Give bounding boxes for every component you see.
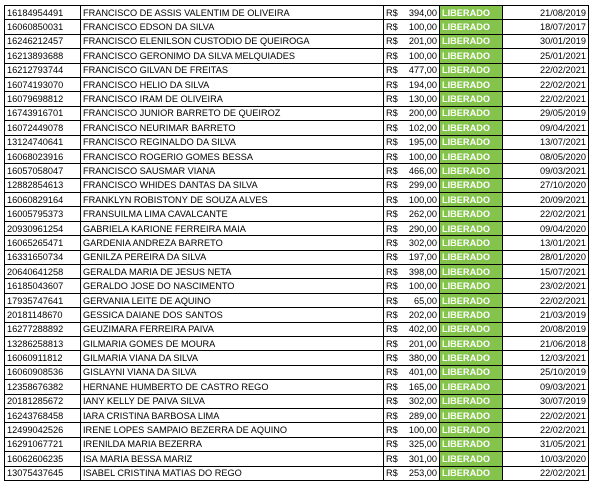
- cell-name: FRANSUILMA LIMA CAVALCANTE: [81, 207, 384, 221]
- cell-date: 21/06/2018: [503, 336, 589, 350]
- cell-name: FRANCISCO SAUSMAR VIANA: [81, 164, 384, 178]
- cell-id: 16060908536: [5, 365, 81, 379]
- status-badge: LIBERADO: [440, 135, 503, 149]
- status-badge: LIBERADO: [440, 20, 503, 34]
- status-badge: LIBERADO: [440, 265, 503, 279]
- cell-currency: R$: [384, 34, 404, 48]
- cell-name: ISABEL CRISTINA MATIAS DO REGO: [81, 466, 384, 480]
- cell-date: 31/05/2021: [503, 437, 589, 451]
- status-badge: LIBERADO: [440, 293, 503, 307]
- table-row: [5, 77, 589, 91]
- table-row: [5, 279, 589, 293]
- cell-date: 13/01/2021: [503, 236, 589, 250]
- cell-currency: R$: [384, 308, 404, 322]
- cell-date: 30/01/2019: [503, 34, 589, 48]
- cell-id: 16079698812: [5, 92, 81, 106]
- cell-date: 22/02/2021: [503, 63, 589, 77]
- cell-name: FRANCISCO ELENILSON CUSTODIO DE QUEIROGA: [81, 34, 384, 48]
- cell-date: 20/09/2021: [503, 193, 589, 207]
- cell-currency: R$: [384, 293, 404, 307]
- cell-date: 22/02/2021: [503, 408, 589, 422]
- cell-date: 12/03/2021: [503, 351, 589, 365]
- status-badge: LIBERADO: [440, 121, 503, 135]
- cell-currency: R$: [384, 135, 404, 149]
- cell-amount: 100,00: [404, 279, 440, 293]
- cell-name: GERALDA MARIA DE JESUS NETA: [81, 265, 384, 279]
- cell-amount: 165,00: [404, 380, 440, 394]
- cell-currency: R$: [384, 221, 404, 235]
- cell-amount: 253,00: [404, 466, 440, 480]
- cell-date: 22/02/2021: [503, 207, 589, 221]
- cell-currency: R$: [384, 437, 404, 451]
- cell-id: 16060829164: [5, 193, 81, 207]
- cell-currency: R$: [384, 121, 404, 135]
- cell-id: 16277288892: [5, 322, 81, 336]
- cell-amount: 466,00: [404, 164, 440, 178]
- status-badge: LIBERADO: [440, 6, 503, 20]
- status-badge: LIBERADO: [440, 207, 503, 221]
- status-badge: LIBERADO: [440, 279, 503, 293]
- cell-currency: R$: [384, 466, 404, 480]
- cell-name: GESSICA DAIANE DOS SANTOS: [81, 308, 384, 322]
- table-row: [5, 408, 589, 422]
- table-row: [5, 20, 589, 34]
- cell-amount: 398,00: [404, 265, 440, 279]
- cell-amount: 130,00: [404, 92, 440, 106]
- cell-amount: 301,00: [404, 452, 440, 466]
- cell-name: GILMARIA VIANA DA SILVA: [81, 351, 384, 365]
- cell-date: 09/04/2021: [503, 121, 589, 135]
- table-row: [5, 221, 589, 235]
- cell-date: 22/02/2021: [503, 293, 589, 307]
- cell-date: 09/03/2021: [503, 164, 589, 178]
- cell-currency: R$: [384, 336, 404, 350]
- cell-name: GISLAYNI VIANA DA SILVA: [81, 365, 384, 379]
- status-badge: LIBERADO: [440, 322, 503, 336]
- cell-currency: R$: [384, 207, 404, 221]
- cell-date: 20/08/2019: [503, 322, 589, 336]
- cell-amount: 299,00: [404, 178, 440, 192]
- cell-date: 25/10/2019: [503, 365, 589, 379]
- cell-date: 27/10/2020: [503, 178, 589, 192]
- cell-date: 21/08/2019: [503, 6, 589, 20]
- cell-amount: 289,00: [404, 408, 440, 422]
- cell-currency: R$: [384, 20, 404, 34]
- status-badge: LIBERADO: [440, 149, 503, 163]
- cell-amount: 402,00: [404, 322, 440, 336]
- cell-id: 16072449078: [5, 121, 81, 135]
- cell-currency: R$: [384, 408, 404, 422]
- document-page: [0, 5, 589, 481]
- cell-amount: 100,00: [404, 20, 440, 34]
- cell-id: 16057058047: [5, 164, 81, 178]
- cell-id: 16005795373: [5, 207, 81, 221]
- cell-currency: R$: [384, 63, 404, 77]
- table-row: [5, 149, 589, 163]
- cell-currency: R$: [384, 106, 404, 120]
- cell-date: 22/02/2021: [503, 92, 589, 106]
- cell-id: 20181285672: [5, 394, 81, 408]
- cell-name: HERNANE HUMBERTO DE CASTRO REGO: [81, 380, 384, 394]
- cell-name: FRANCISCO GILVAN DE FREITAS: [81, 63, 384, 77]
- cell-date: 28/01/2020: [503, 250, 589, 264]
- cell-name: FRANCISCO GERONIMO DA SILVA MELQUIADES: [81, 49, 384, 63]
- table-row: [5, 106, 589, 120]
- cell-date: 29/05/2019: [503, 106, 589, 120]
- cell-currency: R$: [384, 236, 404, 250]
- cell-amount: 201,00: [404, 34, 440, 48]
- cell-date: 08/05/2020: [503, 149, 589, 163]
- status-badge: LIBERADO: [440, 452, 503, 466]
- cell-name: IARA CRISTINA BARBOSA LIMA: [81, 408, 384, 422]
- cell-name: FRANCISCO REGINALDO DA SILVA: [81, 135, 384, 149]
- status-badge: LIBERADO: [440, 221, 503, 235]
- status-badge: LIBERADO: [440, 365, 503, 379]
- cell-name: IRENE LOPES SAMPAIO BEZERRA DE AQUINO: [81, 423, 384, 437]
- cell-id: 16743916701: [5, 106, 81, 120]
- cell-id: 16068023916: [5, 149, 81, 163]
- cell-amount: 100,00: [404, 49, 440, 63]
- cell-currency: R$: [384, 77, 404, 91]
- cell-id: 16246212457: [5, 34, 81, 48]
- cell-amount: 262,00: [404, 207, 440, 221]
- cell-id: 16060850031: [5, 20, 81, 34]
- table-row: [5, 336, 589, 350]
- table-row: [5, 135, 589, 149]
- table-row: [5, 437, 589, 451]
- cell-date: 21/03/2019: [503, 308, 589, 322]
- cell-name: GILMARIA GOMES DE MOURA: [81, 336, 384, 350]
- status-badge: LIBERADO: [440, 164, 503, 178]
- table-row: [5, 121, 589, 135]
- cell-amount: 401,00: [404, 365, 440, 379]
- table-row: [5, 250, 589, 264]
- cell-id: 13124740641: [5, 135, 81, 149]
- cell-id: 16213893688: [5, 49, 81, 63]
- cell-currency: R$: [384, 265, 404, 279]
- table-row: [5, 207, 589, 221]
- status-badge: LIBERADO: [440, 308, 503, 322]
- cell-date: 13/07/2021: [503, 135, 589, 149]
- table-row: [5, 380, 589, 394]
- cell-name: IRENILDA MARIA BEZERRA: [81, 437, 384, 451]
- cell-date: 22/02/2021: [503, 466, 589, 480]
- cell-date: 25/01/2021: [503, 49, 589, 63]
- cell-amount: 325,00: [404, 437, 440, 451]
- cell-amount: 380,00: [404, 351, 440, 365]
- cell-amount: 65,00: [404, 293, 440, 307]
- cell-currency: R$: [384, 394, 404, 408]
- cell-amount: 302,00: [404, 394, 440, 408]
- status-badge: LIBERADO: [440, 351, 503, 365]
- cell-amount: 200,00: [404, 106, 440, 120]
- cell-name: FRANCISCO NEURIMAR BARRETO: [81, 121, 384, 135]
- table-row: [5, 34, 589, 48]
- cell-currency: R$: [384, 250, 404, 264]
- cell-currency: R$: [384, 6, 404, 20]
- status-badge: LIBERADO: [440, 466, 503, 480]
- table-row: [5, 265, 589, 279]
- cell-currency: R$: [384, 452, 404, 466]
- table-row: [5, 394, 589, 408]
- cell-amount: 194,00: [404, 77, 440, 91]
- table-row: [5, 423, 589, 437]
- table-row: [5, 365, 589, 379]
- cell-id: 20640641258: [5, 265, 81, 279]
- cell-name: FRANKLYN ROBISTONY DE SOUZA ALVES: [81, 193, 384, 207]
- cell-amount: 202,00: [404, 308, 440, 322]
- table-row: [5, 466, 589, 480]
- status-badge: LIBERADO: [440, 193, 503, 207]
- cell-amount: 290,00: [404, 221, 440, 235]
- cell-date: 30/07/2019: [503, 394, 589, 408]
- status-badge: LIBERADO: [440, 92, 503, 106]
- cell-name: FRANCISCO JUNIOR BARRETO DE QUEIROZ: [81, 106, 384, 120]
- table-row: [5, 92, 589, 106]
- cell-date: 18/07/2017: [503, 20, 589, 34]
- cell-id: 16062606235: [5, 452, 81, 466]
- cell-amount: 195,00: [404, 135, 440, 149]
- cell-amount: 394,00: [404, 6, 440, 20]
- cell-name: FRANCISCO EDSON DA SILVA: [81, 20, 384, 34]
- cell-name: ISA MARIA BESSA MARIZ: [81, 452, 384, 466]
- cell-name: GARDENIA ANDREZA BARRETO: [81, 236, 384, 250]
- cell-amount: 100,00: [404, 149, 440, 163]
- cell-id: 16243768458: [5, 408, 81, 422]
- table-row: [5, 178, 589, 192]
- table-body: [5, 6, 589, 481]
- cell-id: 16184954491: [5, 6, 81, 20]
- cell-date: 23/02/2021: [503, 279, 589, 293]
- cell-id: 16331650734: [5, 250, 81, 264]
- status-badge: LIBERADO: [440, 394, 503, 408]
- cell-id: 12358676382: [5, 380, 81, 394]
- cell-amount: 100,00: [404, 193, 440, 207]
- cell-currency: R$: [384, 351, 404, 365]
- cell-currency: R$: [384, 380, 404, 394]
- cell-currency: R$: [384, 423, 404, 437]
- status-badge: LIBERADO: [440, 380, 503, 394]
- status-badge: LIBERADO: [440, 178, 503, 192]
- cell-id: 13286258813: [5, 336, 81, 350]
- status-badge: LIBERADO: [440, 437, 503, 451]
- status-badge: LIBERADO: [440, 77, 503, 91]
- status-badge: LIBERADO: [440, 34, 503, 48]
- cell-name: FRANCISCO WHIDES DANTAS DA SILVA: [81, 178, 384, 192]
- cell-currency: R$: [384, 365, 404, 379]
- table-row: [5, 293, 589, 307]
- cell-id: 16060911812: [5, 351, 81, 365]
- cell-name: FRANCISCO DE ASSIS VALENTIM DE OLIVEIRA: [81, 6, 384, 20]
- status-badge: LIBERADO: [440, 336, 503, 350]
- cell-name: GENILZA PEREIRA DA SILVA: [81, 250, 384, 264]
- cell-id: 16291067721: [5, 437, 81, 451]
- cell-date: 10/03/2020: [503, 452, 589, 466]
- cell-date: 22/02/2021: [503, 423, 589, 437]
- cell-id: 20181148670: [5, 308, 81, 322]
- status-badge: LIBERADO: [440, 250, 503, 264]
- table-row: [5, 308, 589, 322]
- cell-amount: 477,00: [404, 63, 440, 77]
- status-badge: LIBERADO: [440, 106, 503, 120]
- cell-amount: 201,00: [404, 336, 440, 350]
- cell-currency: R$: [384, 164, 404, 178]
- cell-currency: R$: [384, 322, 404, 336]
- cell-id: 12499042526: [5, 423, 81, 437]
- cell-amount: 302,00: [404, 236, 440, 250]
- cell-currency: R$: [384, 178, 404, 192]
- cell-name: FRANCISCO IRAM DE OLIVEIRA: [81, 92, 384, 106]
- table-row: [5, 63, 589, 77]
- cell-name: FRANCISCO HELIO DA SILVA: [81, 77, 384, 91]
- cell-name: IANY KELLY DE PAIVA SILVA: [81, 394, 384, 408]
- cell-id: 20930961254: [5, 221, 81, 235]
- cell-id: 12882854613: [5, 178, 81, 192]
- table-row: [5, 236, 589, 250]
- cell-id: 16065265471: [5, 236, 81, 250]
- table-row: [5, 49, 589, 63]
- status-badge: LIBERADO: [440, 63, 503, 77]
- cell-name: GEUZIMARA FERREIRA PAIVA: [81, 322, 384, 336]
- status-badge: LIBERADO: [440, 408, 503, 422]
- table-row: [5, 322, 589, 336]
- table-row: [5, 164, 589, 178]
- cell-currency: R$: [384, 149, 404, 163]
- status-badge: LIBERADO: [440, 236, 503, 250]
- cell-date: 09/04/2020: [503, 221, 589, 235]
- table-row: [5, 6, 589, 20]
- cell-name: GERALDO JOSE DO NASCIMENTO: [81, 279, 384, 293]
- cell-id: 16185043607: [5, 279, 81, 293]
- beneficiary-table: [4, 5, 589, 481]
- cell-name: GERVANIA LEITE DE AQUINO: [81, 293, 384, 307]
- cell-currency: R$: [384, 49, 404, 63]
- cell-date: 15/07/2021: [503, 265, 589, 279]
- cell-id: 17935747641: [5, 293, 81, 307]
- cell-date: 22/02/2021: [503, 77, 589, 91]
- status-badge: LIBERADO: [440, 49, 503, 63]
- cell-id: 13075437645: [5, 466, 81, 480]
- cell-name: FRANCISCO ROGERIO GOMES BESSA: [81, 149, 384, 163]
- cell-amount: 100,00: [404, 423, 440, 437]
- table-row: [5, 193, 589, 207]
- cell-amount: 197,00: [404, 250, 440, 264]
- cell-currency: R$: [384, 92, 404, 106]
- cell-name: GABRIELA KARIONE FERREIRA MAIA: [81, 221, 384, 235]
- cell-currency: R$: [384, 279, 404, 293]
- cell-date: 09/03/2021: [503, 380, 589, 394]
- status-badge: LIBERADO: [440, 423, 503, 437]
- cell-amount: 102,00: [404, 121, 440, 135]
- cell-currency: R$: [384, 193, 404, 207]
- cell-id: 16074193070: [5, 77, 81, 91]
- table-row: [5, 351, 589, 365]
- cell-id: 16212793744: [5, 63, 81, 77]
